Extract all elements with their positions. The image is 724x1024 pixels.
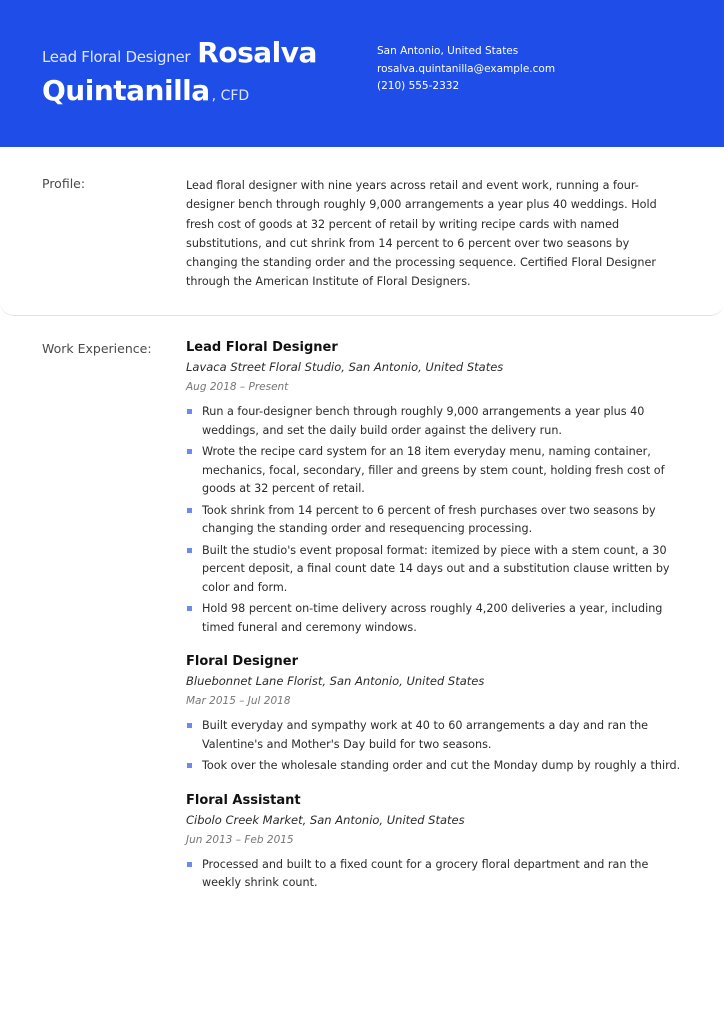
bullet-marker (187, 508, 192, 513)
headline: Lead Floral Designer (42, 48, 191, 66)
job-entry (186, 792, 682, 893)
bullet-text: Built the studio's event proposal format: itemized by piece with a stem count, a 30 percent deposit, a final count date 14 days out and a substitution clause written by color and form. (202, 543, 670, 594)
bullet-item (186, 403, 682, 440)
bullet-marker (187, 606, 192, 611)
job-title: Lead Floral Designer (186, 340, 338, 355)
job-dates: Jun 2013 – Feb 2015 (186, 833, 294, 846)
job-company: Lavaca Street Floral Studio, San Antonio, United States (186, 360, 504, 374)
email-link[interactable]: rosalva.quintanilla@example.com (377, 62, 556, 75)
name-line-2 (42, 74, 362, 107)
bullet-text: Wrote the recipe card system for an 18 item everyday menu, naming container, mechanics, focal, secondary, filler and greens by stem count, holding fresh cost of goods at 32 percent of retail. (202, 445, 665, 495)
job-dates: Mar 2015 – Jul 2018 (186, 695, 291, 707)
bullet-text: Hold 98 percent on-time delivery across roughly 4,200 deliveries a year, including timed funeral and ceremony windows. (202, 602, 663, 634)
job-bullets (186, 403, 682, 637)
bullet-text: Took over the wholesale standing order and cut the Monday dump by roughly a third. (202, 759, 681, 772)
profile-text: Lead floral designer with nine years across retail and event work, running a four-designer bench through roughly 9,000 arrangements a year plus 40 weddings. Hold fresh cost of goods at 32 percent of retail by writing recipe cards with named substitutions, and cut shrink from 14 percent to 6 percent over two seasons by changing the standing order and the processing sequence. Certified Floral Designer through the American Institute of Floral Designers. (186, 179, 657, 289)
bullet-text: Built everyday and sympathy work at 40 to 60 arrangements a day and ran the Valentine's and Mother's Day build for two seasons. (202, 719, 649, 751)
bullet-text: Run a four-designer bench through roughly 9,000 arrangements a year plus 40 weddings, and set the daily build order against the delivery run. (202, 405, 645, 437)
bullet-item (186, 443, 682, 499)
bullet-marker (187, 763, 192, 768)
section-divider (0, 300, 724, 316)
bullet-item (186, 757, 682, 776)
first-name: Rosalva (197, 36, 317, 69)
bullet-marker (187, 409, 192, 414)
bullet-marker (187, 548, 192, 553)
bullet-marker (187, 723, 192, 728)
bullet-text: Processed and built to a fixed count for a grocery floral department and ran the weekly shrink count. (202, 857, 649, 889)
resume-header (0, 0, 724, 147)
bullet-item (186, 502, 682, 539)
work-experience (186, 339, 682, 909)
location: San Antonio, United States (377, 45, 519, 57)
job-title: Floral Designer (186, 654, 299, 669)
job-bullets (186, 717, 682, 776)
job-bullets (186, 856, 682, 893)
job-dates: Aug 2018 – Present (186, 381, 289, 393)
credential: , CFD (211, 88, 250, 104)
bullet-marker (187, 449, 192, 454)
profile-label: Profile: (42, 176, 86, 191)
job-entry (186, 653, 682, 776)
bullet-text: Took shrink from 14 percent to 6 percent of fresh purchases over two seasons by changing the standing order and resequencing processing. (202, 503, 656, 535)
bullet-item (186, 717, 682, 754)
phone-link[interactable]: (210) 555-2332 (377, 80, 460, 92)
name-line-1 (42, 36, 362, 72)
bullet-item (186, 856, 682, 893)
bullet-item (186, 600, 682, 637)
name-block (42, 36, 362, 107)
work-experience-label: Work Experience: (42, 341, 152, 356)
bullet-item (186, 542, 682, 598)
job-company: Bluebonnet Lane Florist, San Antonio, United States (186, 674, 485, 688)
job-entry (186, 339, 682, 637)
job-company: Cibolo Creek Market, San Antonio, United States (186, 812, 465, 827)
job-title: Floral Assistant (186, 792, 301, 808)
contact-info (377, 43, 555, 96)
bullet-marker (187, 862, 192, 867)
last-name: Quintanilla (42, 74, 210, 107)
